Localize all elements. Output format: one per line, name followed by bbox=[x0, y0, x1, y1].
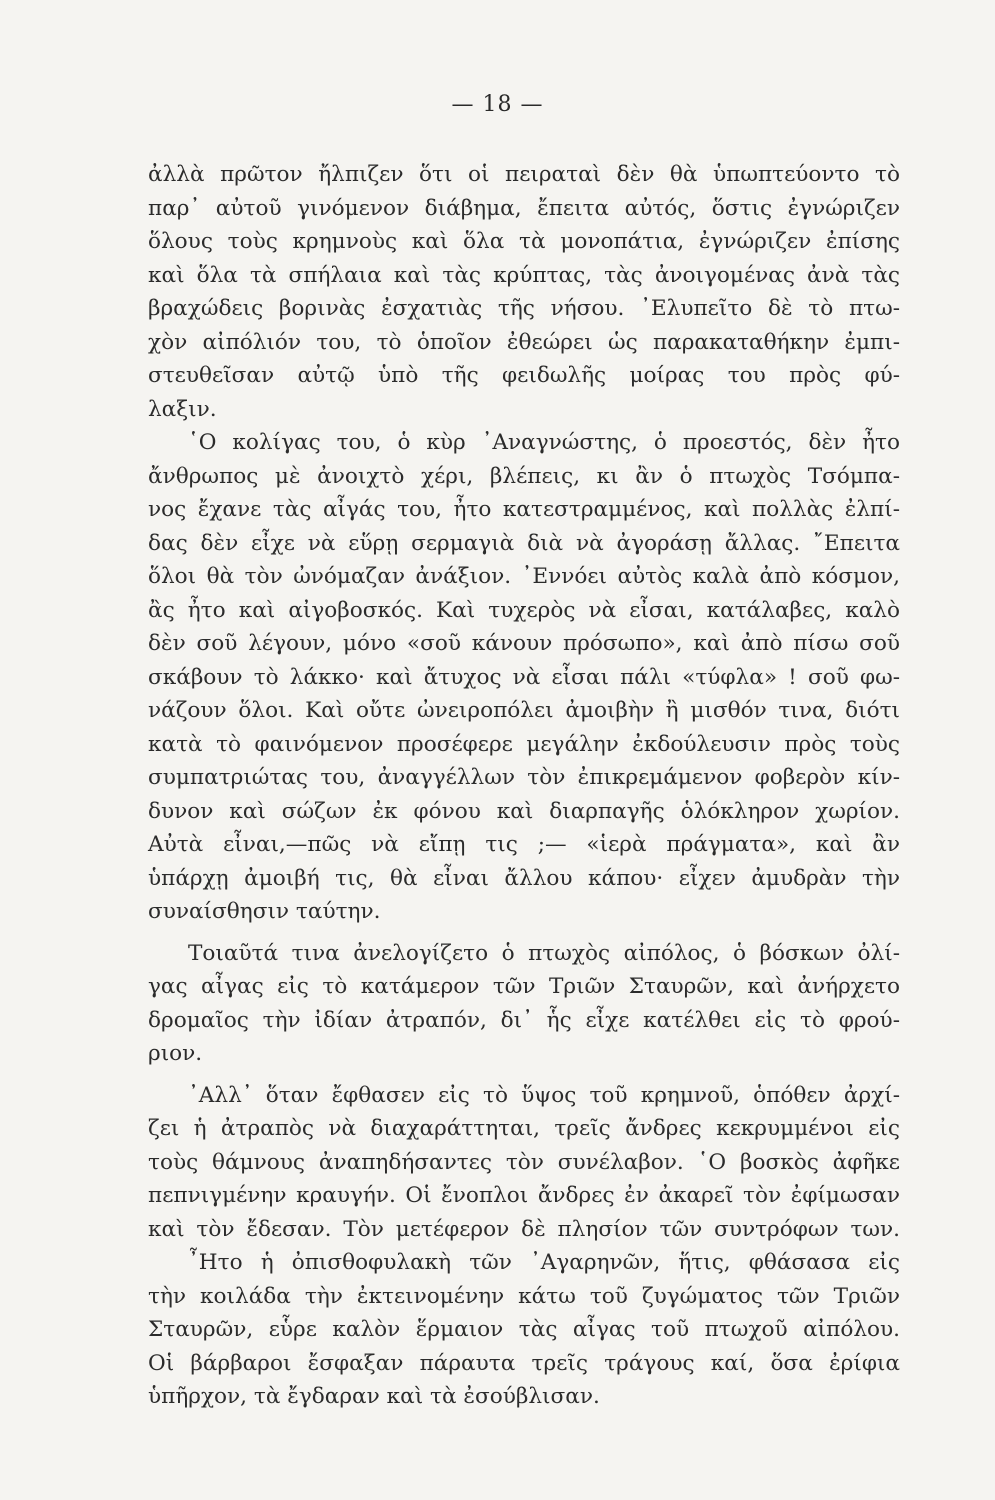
page-number: — 18 — bbox=[451, 92, 544, 117]
text-line: παρ᾽ αὐτοῦ γινόμενον διάβημα, ἔπειτα αὐτός, ὅστις ἐγνώριζεν bbox=[148, 195, 900, 221]
text-line: ζει ἡ ἀτραπὸς νὰ διαχαράττηται, τρεῖς ἄνδρες κεκρυμμένοι εἰς bbox=[148, 1116, 900, 1141]
text-line: Σταυρῶν, εὗρε καλὸν ἕρμαιον τὰς αἶγας τοῦ πτωχοῦ αἰπόλου. bbox=[148, 1317, 900, 1342]
text-line: γας αἶγας εἰς τὸ κατάμερον τῶν Τριῶν Σταυρῶν, καὶ ἀνήρχετο bbox=[148, 974, 900, 999]
paragraph bbox=[148, 1079, 900, 1247]
text-line: λαξιν. bbox=[148, 396, 217, 422]
text-line: καὶ τὸν ἔδεσαν. Τὸν μετέφερον δὲ πλησίον τῶν συντρόφων των. bbox=[148, 1216, 900, 1242]
text-line: δας δὲν εἶχε νὰ εὕρῃ σερμαγιὰ διὰ νὰ ἀγοράσῃ ἄλλας. ῎Επειτα bbox=[148, 530, 900, 556]
text-line: χὸν αἰπόλιόν του, τὸ ὁποῖον ἐθεώρει ὡς παρακαταθήκην ἐμπι- bbox=[148, 329, 900, 355]
text-line: νος ἔχανε τὰς αἶγάς του, ἦτο κατεστραμμένος, καὶ πολλὰς ἐλπί- bbox=[148, 497, 900, 522]
paragraph bbox=[148, 158, 900, 426]
text-line: ριον. bbox=[148, 1041, 203, 1066]
text-line: δὲν σοῦ λέγουν, μόνο «σοῦ κάνουν πρόσωπο», καὶ ἀπὸ πίσω σοῦ bbox=[148, 631, 900, 656]
text-line: ὑπάρχῃ ἀμοιβή τις, θὰ εἶναι ἄλλου κάπου· εἶχεν ἀμυδρὰν τὴν bbox=[148, 865, 900, 891]
text-line: ῾Ο κολίγας του, ὁ κὺρ ᾿Αναγνώστης, ὁ προεστός, δὲν ἦτο bbox=[188, 430, 900, 455]
text-line: ὑπῆρχον, τὰ ἔγδαραν καὶ τὰ ἐσούβλισαν. bbox=[148, 1384, 600, 1409]
text-line: συναίσθησιν ταύτην. bbox=[148, 899, 381, 924]
text-line: ὅλοι θὰ τὸν ὠνόμαζαν ἀνάξιον. ᾿Εννόει αὐτὸς καλὰ ἀπὸ κόσμον, bbox=[148, 564, 900, 589]
text-line: ῏Ητο ἡ ὀπισθοφυλακὴ τῶν ᾿Αγαρηνῶν, ἥτις, φθάσασα εἰς bbox=[188, 1250, 900, 1275]
text-line: βραχώδεις βορινὰς ἐσχατιὰς τῆς νήσου. ᾿Ελυπεῖτο δὲ τὸ πτω- bbox=[148, 296, 900, 321]
text-line: καὶ ὅλα τὰ σπήλαια καὶ τὰς κρύπτας, τὰς ἀνοιγομένας ἀνὰ τὰς bbox=[148, 262, 900, 288]
text-line: ὅλους τοὺς κρημνοὺς καὶ ὅλα τὰ μονοπάτια, ἐγνώριζεν ἐπίσης bbox=[148, 229, 900, 254]
text-line: συμπατριώτας του, ἀναγγέλλων τὸν ἐπικρεμάμενον φοβερὸν κίν- bbox=[148, 765, 900, 790]
paragraph bbox=[148, 426, 900, 929]
text-line: σκάβουν τὸ λάκκο· καὶ ἄτυχος νὰ εἶσαι πάλι «τύφλα» ! σοῦ φω- bbox=[148, 664, 900, 690]
text-line: δυνον καὶ σώζων ἐκ φόνου καὶ διαρπαγῆς ὁλόκληρον χωρίον. bbox=[148, 798, 900, 824]
text-line: Αὐτὰ εἶναι,—πῶς νὰ εἴπῃ τις ;— «ἱερὰ πράγματα», καὶ ἂν bbox=[148, 832, 900, 857]
text-line: Οἱ βάρβαροι ἔσφαξαν πάραυτα τρεῖς τράγους καί, ὅσα ἐρίφια bbox=[148, 1350, 900, 1376]
text-line: ᾿Αλλ᾽ ὅταν ἔφθασεν εἰς τὸ ὕψος τοῦ κρημνοῦ, ὁπόθεν ἀρχί- bbox=[188, 1082, 900, 1108]
text-line: κατὰ τὸ φαινόμενον προσέφερε μεγάλην ἐκδούλευσιν πρὸς τοὺς bbox=[148, 731, 900, 757]
body-text bbox=[148, 158, 900, 1414]
paragraph bbox=[148, 937, 900, 1071]
text-line: νάζουν ὅλοι. Καὶ οὔτε ὠνειροπόλει ἀμοιβὴν ἢ μισθόν τινα, διότι bbox=[148, 698, 900, 723]
text-line: Τοιαῦτά τινα ἀνελογίζετο ὁ πτωχὸς αἰπόλος, ὁ βόσκων ὀλί- bbox=[188, 940, 900, 966]
text-line: τὴν κοιλάδα τὴν ἐκτεινομένην κάτω τοῦ ζυγώματος τῶν Τριῶν bbox=[148, 1283, 900, 1309]
text-line: πεπνιγμένην κραυγήν. Οἱ ἔνοπλοι ἄνδρες ἐν ἀκαρεῖ τὸν ἐφίμωσαν bbox=[148, 1183, 900, 1208]
text-line: τοὺς θάμνους ἀναπηδήσαντες τὸν συνέλαβον. ῾Ο βοσκὸς ἀφῆκε bbox=[148, 1149, 900, 1175]
text-line: στευθεῖσαν αὐτῷ ὑπὸ τῆς φειδωλῆς μοίρας του πρὸς φύ- bbox=[148, 363, 900, 388]
text-line: ἀλλὰ πρῶτον ἤλπιζεν ὅτι οἱ πειραταὶ δὲν θὰ ὑπωπτεύοντο τὸ bbox=[148, 162, 900, 187]
paragraph bbox=[148, 1246, 900, 1414]
text-line: δρομαῖος τὴν ἰδίαν ἀτραπόν, δι᾽ ἧς εἶχε κατέλθει εἰς τὸ φρού- bbox=[148, 1007, 900, 1033]
text-line: ἂς ἦτο καὶ αἰγοβοσκός. Καὶ τυχερὸς νὰ εἶσαι, κατάλαβες, καλὸ bbox=[148, 597, 900, 623]
text-line: ἄνθρωπος μὲ ἀνοιχτὸ χέρι, βλέπεις, κι ἂν ὁ πτωχὸς Τσόμπα- bbox=[148, 463, 900, 489]
